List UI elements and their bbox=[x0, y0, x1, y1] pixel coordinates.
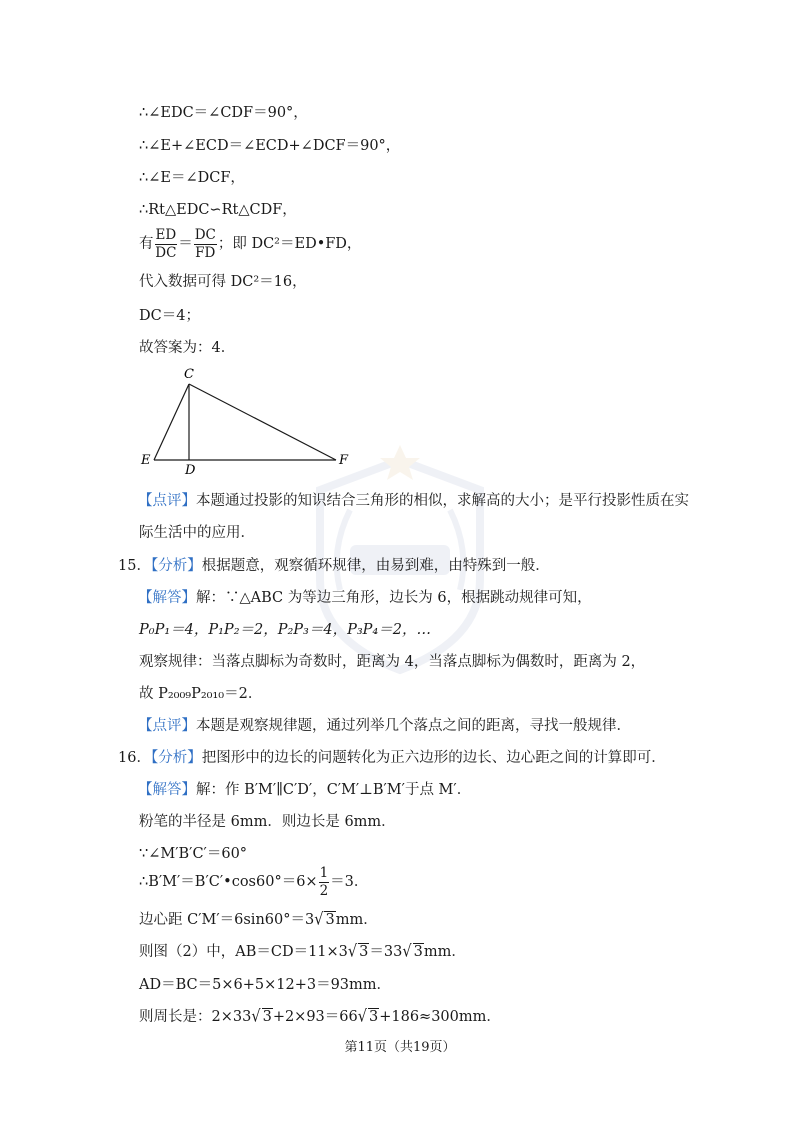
q16-radius: 粉笔的半径是 6mm．则边长是 6mm． bbox=[139, 814, 396, 830]
cos-suffix: ＝3． bbox=[330, 874, 369, 890]
perimeter-mid: +2×93＝66 bbox=[272, 1009, 358, 1025]
q16-perimeter bbox=[139, 1007, 501, 1027]
perimeter-prefix: 则周长是：2×33 bbox=[139, 1009, 252, 1025]
q16-angle: ∵∠M′B′C′＝60° bbox=[139, 846, 248, 862]
radicand: 3 bbox=[413, 944, 423, 960]
ab-prefix: 则图（2）中，AB＝CD＝11×3 bbox=[139, 944, 348, 960]
analysis-text: 把图形中的边长的问题转化为正六边形的边长、边心距之间的计算即可． bbox=[201, 750, 666, 766]
review-14 bbox=[138, 491, 689, 511]
review-text: 本题是观察规律题，通过列举几个落点之间的距离，寻找一般规律． bbox=[196, 718, 631, 734]
question-number: 16． bbox=[118, 750, 151, 766]
sqrt-icon: √ bbox=[347, 942, 358, 962]
label-c: C bbox=[184, 367, 194, 382]
q16-analysis bbox=[118, 748, 666, 768]
segment-ec bbox=[154, 384, 189, 460]
fraction-one-half bbox=[319, 865, 330, 900]
q15-review bbox=[138, 716, 631, 736]
analysis-tag: 【分析】 bbox=[150, 750, 202, 766]
perimeter-suffix: +186≈300mm． bbox=[379, 1009, 501, 1025]
sqrt-icon: √ bbox=[251, 1007, 261, 1027]
answer-text: 解：作 B′M′∥C′D′，C′M′⊥B′M′于点 M′． bbox=[196, 782, 472, 798]
radicand: 3 bbox=[262, 1009, 272, 1025]
step-angle-sum: ∴∠E+∠ECD＝∠ECD+∠DCF＝90°， bbox=[139, 138, 401, 154]
analysis-tag: 【分析】 bbox=[150, 558, 202, 574]
ratio-prefix: 有 bbox=[139, 236, 154, 252]
ab-suffix: mm． bbox=[423, 944, 466, 960]
step-angle-equal: ∴∠E＝∠DCF， bbox=[139, 170, 245, 186]
fraction-numerator: ED bbox=[155, 226, 177, 243]
step-similar: ∴Rt△EDC∽Rt△CDF， bbox=[139, 202, 297, 218]
ab-mid: ＝33 bbox=[369, 944, 403, 960]
q16-ad-bc: AD＝BC＝5×6+5×12+3＝93mm． bbox=[139, 977, 392, 993]
cos-prefix: ∴B′M′＝B′C′•cos60°＝6× bbox=[139, 874, 318, 890]
fraction-numerator: 1 bbox=[319, 864, 329, 881]
q16-cos-step bbox=[139, 864, 368, 900]
review-tag: 【点评】 bbox=[138, 718, 196, 734]
apothem-suffix: mm． bbox=[335, 912, 378, 928]
radicand: 3 bbox=[369, 1009, 379, 1025]
q15-answer bbox=[138, 588, 592, 608]
label-f: F bbox=[339, 453, 349, 468]
answer-tag: 【解答】 bbox=[138, 590, 196, 606]
q15-conclusion: 故 P₂₀₀₉P₂₀₁₀＝2． bbox=[139, 686, 263, 702]
q16-apothem bbox=[139, 910, 378, 930]
ratio-suffix: ；即 DC²＝ED•FD， bbox=[217, 236, 362, 252]
triangle-figure bbox=[136, 364, 356, 476]
analysis-text: 根据题意，观察循环规律，由易到难，由特殊到一般． bbox=[201, 558, 550, 574]
review-14-cont: 际生活中的应用． bbox=[139, 525, 255, 541]
sqrt-icon: √ bbox=[314, 910, 324, 930]
q15-sequence: P₀P₁＝4，P₁P₂＝2，P₂P₃＝4，P₃P₄＝2，… bbox=[139, 622, 431, 638]
fraction-ed-dc bbox=[155, 227, 178, 262]
step-ratio bbox=[139, 226, 361, 262]
answer-statement: 故答案为：4． bbox=[139, 340, 236, 356]
ratio-equals: ＝ bbox=[178, 236, 193, 252]
fraction-dc-fd bbox=[194, 227, 217, 262]
step-dc-value: DC＝4； bbox=[139, 308, 200, 324]
sqrt-icon: √ bbox=[357, 1007, 367, 1027]
review-tag: 【点评】 bbox=[138, 493, 196, 509]
fraction-denominator: FD bbox=[195, 244, 216, 261]
answer-tag: 【解答】 bbox=[138, 782, 196, 798]
step-substitute: 代入数据可得 DC²＝16， bbox=[139, 274, 307, 290]
fraction-denominator: 2 bbox=[319, 882, 329, 899]
answer-text: 解：∵△ABC 为等边三角形，边长为 6，根据跳动规律可知， bbox=[196, 590, 592, 606]
label-d: D bbox=[185, 463, 196, 476]
sqrt-icon: √ bbox=[402, 942, 412, 962]
step-angle-right: ∴∠EDC＝∠CDF＝90°， bbox=[139, 105, 308, 121]
radicand: 3 bbox=[325, 912, 335, 928]
apothem-prefix: 边心距 C′M′＝6sin60°＝3 bbox=[139, 912, 315, 928]
fraction-numerator: DC bbox=[194, 226, 216, 243]
page-footer: 第11页（共19页） bbox=[344, 1040, 456, 1055]
review-text: 本题通过投影的知识结合三角形的相似，求解高的大小；是平行投影性质在实 bbox=[196, 493, 689, 509]
radicand: 3 bbox=[359, 944, 369, 960]
label-e: E bbox=[141, 453, 151, 468]
question-number: 15． bbox=[118, 558, 151, 574]
q16-ab-cd bbox=[139, 942, 466, 962]
fraction-denominator: DC bbox=[155, 244, 177, 261]
q15-analysis bbox=[118, 556, 550, 576]
segment-cf bbox=[189, 384, 336, 460]
q16-answer bbox=[138, 780, 471, 800]
q15-rule: 观察规律：当落点脚标为奇数时，距离为 4，当落点脚标为偶数时，距离为 2， bbox=[139, 654, 646, 670]
